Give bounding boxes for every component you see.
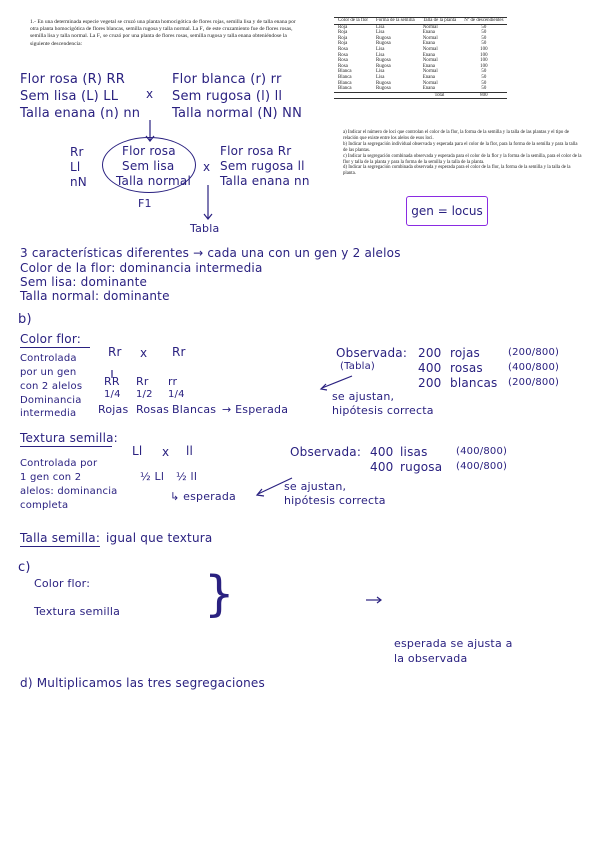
color-title-underline [20, 347, 90, 348]
p1-line: Sem lisa (L) LL [20, 89, 119, 104]
talla-title: Talla semilla: [20, 531, 101, 545]
c-color-label: Color flor: [34, 577, 91, 590]
ajustan2-text: hipótesis correcta [284, 494, 386, 507]
table-cell: Rugosa [376, 80, 391, 86]
textura-ratio: ½ Ll [140, 470, 165, 483]
table-cell: 50 [481, 24, 487, 30]
f1-genotype: nN [70, 175, 87, 189]
color-phenotype: Rosas [136, 403, 170, 416]
color-cross-parent: Rr [108, 345, 122, 359]
table-cell: Rugosa [376, 63, 391, 69]
obs-color-count: 400 [418, 361, 442, 375]
ajustan2-text: se ajustan, [284, 480, 347, 493]
obs-color-name: blancas [450, 376, 498, 390]
table-cell: Rosa [338, 63, 348, 69]
color-phenotype: Rojas [98, 403, 129, 416]
table-cell: Normal [422, 35, 438, 41]
table-cell: 50 [481, 69, 487, 75]
table-cell: Normal [422, 24, 438, 30]
table-cell: Blanca [338, 86, 352, 92]
table-header: Nº de descendientes [460, 18, 507, 25]
color-title: Color flor: [20, 332, 82, 346]
table-cell: Roja [338, 35, 348, 41]
answer-a-line: Talla normal: dominante [20, 289, 170, 303]
table-cell: Rosa [338, 46, 348, 52]
table-cell: 50 [481, 80, 487, 86]
textura-esperada: ↳ esperada [170, 490, 236, 503]
table-cell: 50 [481, 86, 487, 92]
table-cell: Roja [338, 41, 348, 47]
textura-ratio: ½ ll [176, 470, 198, 483]
table-cell: Lisa [376, 46, 385, 52]
f1-phenotype: Sem lisa [122, 159, 175, 173]
color-left-text: Dominancia [20, 395, 82, 406]
table-cell: 100 [480, 52, 488, 58]
table-cell: 100 [480, 58, 488, 64]
table-cell: Enana [422, 86, 435, 92]
talla-text: igual que textura [106, 531, 213, 545]
obs-textura-name: rugosa [400, 460, 443, 474]
ajustan-text: hipótesis correcta [332, 404, 434, 417]
textura-cross-x: x [162, 445, 170, 459]
table-cell: Enana [422, 30, 435, 36]
p3-line: Sem rugosa ll [220, 159, 305, 173]
color-cross-x: x [140, 346, 148, 360]
tabla-paren: (Tabla) [340, 361, 376, 372]
question-d: d) Indicar la segregación combinada observada y esperada para el color de la flor, la forma de la semilla y la talla de la planta. [343, 165, 571, 177]
p1-line: Flor rosa (R) RR [20, 72, 125, 87]
color-esperada: → Esperada [222, 403, 289, 416]
obs-textura-fraction: (400/800) [456, 446, 508, 457]
table-cell: Enana [422, 63, 435, 69]
table-cell: 50 [481, 30, 487, 36]
section-c-label: c) [18, 560, 31, 575]
answer-a-line: 3 características diferentes → cada una con un gen y 2 alelos [20, 246, 401, 260]
table-cell: Rugosa [376, 58, 391, 64]
arrow-ajustan-color [322, 376, 352, 388]
obs-color-name: rojas [450, 346, 480, 360]
table-cell: Normal [422, 46, 438, 52]
color-ratio: 1/4 [168, 389, 185, 400]
table-cell: Enana [422, 52, 435, 58]
table-cell: 50 [481, 35, 487, 41]
answer-a-line: Sem lisa: dominante [20, 275, 148, 289]
table-cell: Blanca [338, 74, 352, 80]
table-cell: Rosa [338, 58, 348, 64]
table-cell: Blanca [338, 69, 352, 75]
color-ratio: 1/4 [104, 389, 121, 400]
table-header: Color de la flor [334, 18, 372, 25]
table-cell: Roja [338, 24, 348, 30]
talla-title-underline [20, 546, 100, 547]
color-genotype: rr [168, 375, 178, 388]
f1-phenotype: Flor rosa [122, 144, 176, 158]
obs-textura-fraction: (400/800) [456, 461, 508, 472]
table-cell: Rosa [338, 52, 348, 58]
tabla-label: Tabla [190, 222, 220, 235]
p2-line: Flor blanca (r) rr [172, 72, 282, 87]
table-cell: Enana [422, 74, 435, 80]
c-right-brace: } [204, 566, 235, 622]
cross-x: x [146, 87, 154, 101]
obs-color-fraction: (400/800) [508, 362, 560, 373]
textura-left-text: alelos: dominancia [20, 486, 118, 497]
table-cell: Lisa [376, 74, 385, 80]
question-a: a) Indicar el número de loci que controlan el color de la flor, la forma de la semilla y la talla de las plantas y el tipo de relación que existe entre los alelos de esos loci. [343, 130, 569, 141]
p3-line: Talla enana nn [220, 174, 310, 188]
p1-line: Talla enana (n) nn [20, 106, 141, 121]
table-cell: Rugosa [376, 35, 391, 41]
textura-left-text: 1 gen con 2 [20, 472, 82, 483]
table-cell: Total [419, 92, 460, 99]
table-header: Forma de la semilla [372, 18, 419, 25]
table-cell: Blanca [338, 80, 352, 86]
textura-left-text: Controlada por [20, 458, 98, 469]
textura-title-underline [20, 446, 112, 447]
table-cell: 100 [480, 63, 488, 69]
color-left-text: intermedia [20, 408, 77, 419]
table-cell: Lisa [376, 69, 385, 75]
textura-observada-label: Observada: [290, 445, 362, 459]
textura-cross-parent: ll [186, 444, 194, 458]
table-cell: Lisa [376, 30, 385, 36]
p2-line: Talla normal (N) NN [172, 106, 303, 121]
obs-color-count: 200 [418, 346, 442, 360]
obs-textura-count: 400 [370, 460, 394, 474]
section-d-text: d) Multiplicamos las tres segregaciones [20, 676, 265, 690]
color-left-text: por un gen [20, 367, 77, 378]
table-cell: 50 [481, 41, 487, 47]
table-cell: Normal [422, 58, 438, 64]
f1-genotype: Ll [70, 160, 81, 174]
cross-x-2: x [203, 160, 211, 174]
table-cell: Normal [422, 69, 438, 75]
f1-genotype: Rr [70, 145, 84, 159]
table-cell: 50 [481, 74, 487, 80]
table-cell: Rugosa [376, 41, 391, 47]
c-textura-label: Textura semilla [34, 605, 121, 618]
question-b: b) Indicar la segregación individual observada y esperada para el color de la flor, para la forma de la semilla y para la talla de las plantas. [343, 141, 578, 153]
textura-left-text: completa [20, 500, 69, 511]
color-genotype: Rr [136, 375, 149, 388]
color-genotype: RR [104, 375, 120, 388]
section-b-label: b) [18, 312, 32, 327]
c-esperada-text: esperada se ajusta a [394, 637, 513, 650]
f1-label: F1 [138, 197, 152, 210]
obs-textura-name: lisas [400, 445, 428, 459]
table-cell: 100 [480, 46, 488, 52]
f1-phenotype: Talla normal [116, 174, 191, 188]
color-phenotype: Blancas [172, 403, 217, 416]
table-cell: Rugosa [376, 86, 391, 92]
obs-color-name: rosas [450, 361, 483, 375]
obs-color-count: 200 [418, 376, 442, 390]
locus-note: gen = locus [411, 204, 483, 218]
ajustan-text: se ajustan, [332, 390, 395, 403]
table-header: Talla de la planta [419, 18, 460, 25]
textura-title: Textura semilla: [20, 431, 118, 445]
table-cell: Lisa [376, 52, 385, 58]
table-cell: Lisa [376, 24, 385, 30]
obs-color-fraction: (200/800) [508, 347, 560, 358]
p2-line: Sem rugosa (l) ll [172, 89, 283, 104]
color-ratio: 1/2 [136, 389, 153, 400]
obs-textura-count: 400 [370, 445, 394, 459]
color-observada-label: Observada: [336, 346, 408, 360]
table-cell: Enana [422, 41, 435, 47]
table-cell: Roja [338, 30, 348, 36]
question-c: c) Indicar la segregación combinada observada y esperada para el color de la flor y la forma de la semilla, para el color de la flor y talla de la planta y para la forma de la semilla y la talla de la planta. [343, 153, 582, 165]
color-left-text: con 2 alelos [20, 381, 83, 392]
textura-cross-parent: Ll [132, 444, 143, 458]
answer-a-line: Color de la flor: dominancia intermedia [20, 261, 263, 275]
color-cross-parent: Rr [172, 345, 186, 359]
p3-line: Flor rosa Rr [220, 144, 292, 158]
table-cell: Normal [422, 80, 438, 86]
problem-statement: 1.- En una determinada especie vegetal se cruzó una planta homocigótica de flores rojas, semilla lisa y de talla enana por otra planta homocigótica de flores blancas, semilla rugosa y talla normal. La F₁ de este cruzamiento fue de flores rosas, semilla lisa y talla normal. La F₁ se cruzó por una planta de flores rosas, semilla rugosa y talla enana obteniéndose la siguiente descendencia: [30, 19, 296, 47]
obs-color-fraction: (200/800) [508, 377, 560, 388]
c-esperada-text: la observada [394, 652, 468, 665]
table-cell: 800 [460, 92, 507, 99]
color-left-text: Controlada [20, 353, 77, 364]
